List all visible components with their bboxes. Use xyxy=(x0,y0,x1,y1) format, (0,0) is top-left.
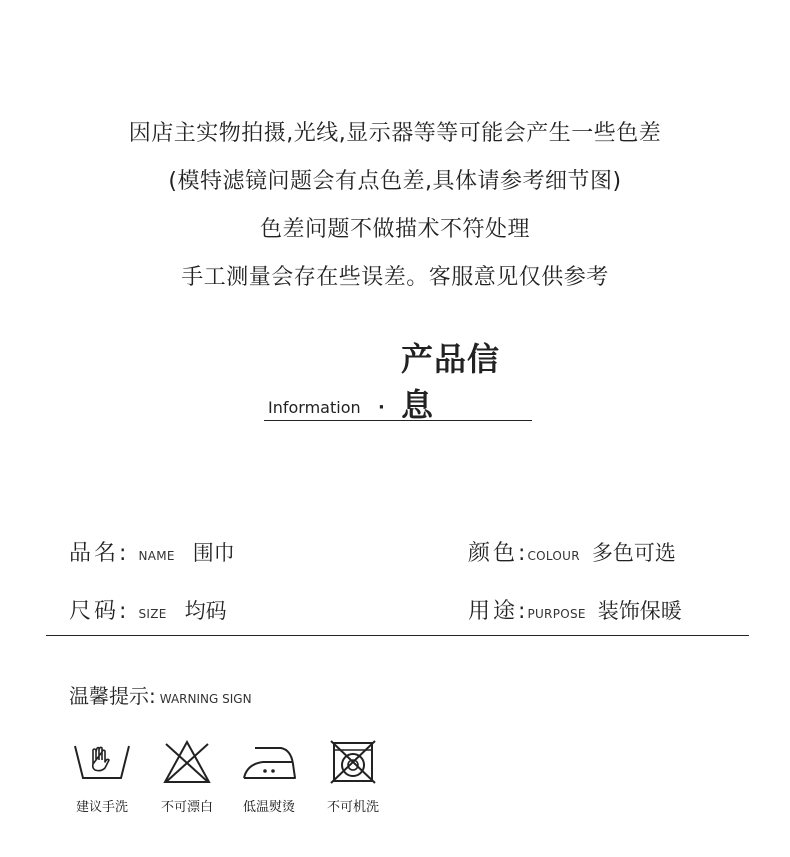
info-heading xyxy=(264,340,532,424)
spec-name-value: 围巾 xyxy=(192,541,235,565)
hand-wash-icon xyxy=(73,740,131,784)
spec-colour-label: 颜色 xyxy=(468,541,519,566)
notice-line-3: 色差问题不做描术不符处理 xyxy=(259,217,530,242)
spec-name-label: 品名 xyxy=(69,541,120,566)
low-iron-icon xyxy=(241,740,297,784)
spec-size-colon: : xyxy=(119,599,127,624)
spec-purpose-colon: : xyxy=(518,599,526,624)
care-low-iron-label: 低温熨烫 xyxy=(242,800,295,815)
notice-line-1: 因店主实物拍摄,光线,显示器等等可能会产生一些色差 xyxy=(128,121,662,146)
spec-size-label: 尺码 xyxy=(69,599,120,624)
care-low-iron xyxy=(234,740,304,815)
info-heading-en: Information xyxy=(268,398,361,417)
warning-label: 温馨提示: xyxy=(69,684,156,708)
spec-colour xyxy=(468,536,676,566)
spec-colour-en: COLOUR xyxy=(527,549,580,563)
spec-size-en: SIZE xyxy=(138,607,167,621)
notice-line-4: 手工测量会存在些误差。客服意见仅供参考 xyxy=(181,265,609,290)
care-no-bleach xyxy=(152,740,222,815)
warning-sign xyxy=(69,680,252,709)
spec-size xyxy=(69,594,227,624)
care-hand-wash-label: 建议手洗 xyxy=(75,800,128,815)
warning-en: WARNING SIGN xyxy=(159,692,252,706)
spec-purpose-label: 用途 xyxy=(468,599,519,624)
care-hand-wash xyxy=(67,740,137,815)
spec-purpose-value: 装饰保暖 xyxy=(597,599,682,623)
spec-name xyxy=(69,536,235,566)
spec-size-value: 均码 xyxy=(184,599,227,623)
spec-divider xyxy=(46,635,749,636)
no-bleach-icon xyxy=(162,740,212,784)
info-heading-cn: 产品信息 xyxy=(401,340,501,424)
info-heading-dot: · xyxy=(378,397,385,418)
spec-name-en: NAME xyxy=(138,549,175,563)
spec-purpose xyxy=(468,594,682,624)
care-no-machine-wash-label: 不可机洗 xyxy=(326,800,379,815)
spec-colour-value: 多色可选 xyxy=(591,541,676,565)
no-machine-wash-icon xyxy=(330,740,376,784)
spec-name-colon: : xyxy=(119,541,127,566)
care-no-bleach-label: 不可漂白 xyxy=(160,800,213,815)
spec-colour-colon: : xyxy=(518,541,526,566)
spec-purpose-en: PURPOSE xyxy=(527,607,586,621)
notice-line-2: (模特滤镜问题会有点色差,具体请参考细节图) xyxy=(168,169,622,194)
care-no-machine-wash xyxy=(318,740,388,815)
